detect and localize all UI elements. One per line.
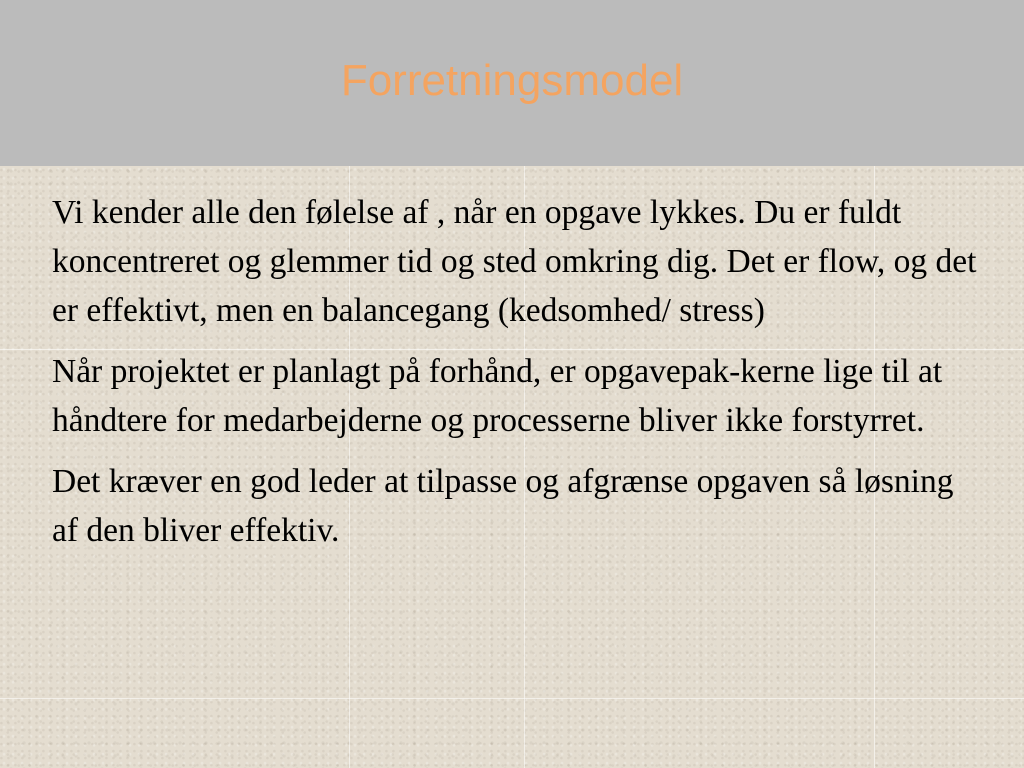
- body-paragraph: Vi kender alle den følelse af , når en opgave lykkes. Du er fuldt koncentreret og glemmer tid og sted omkring dig. Det er flow, og det er effektivt, men en balancegang (kedsomhed/ stress): [52, 194, 977, 329]
- body-paragraph: Når projektet er planlagt på forhånd, er opgavepak-kerne lige til at håndtere for medarbejderne og processerne bliver ikke forstyrret.: [52, 353, 943, 439]
- slide-body: [52, 188, 982, 567]
- slide-title-bar: [0, 0, 1024, 166]
- slide-title: Forretningsmodel: [340, 56, 684, 105]
- grid-line: [0, 698, 1024, 699]
- body-paragraph: Det kræver en god leder at tilpasse og afgrænse opgaven så løsning af den bliver effektiv.: [52, 463, 954, 549]
